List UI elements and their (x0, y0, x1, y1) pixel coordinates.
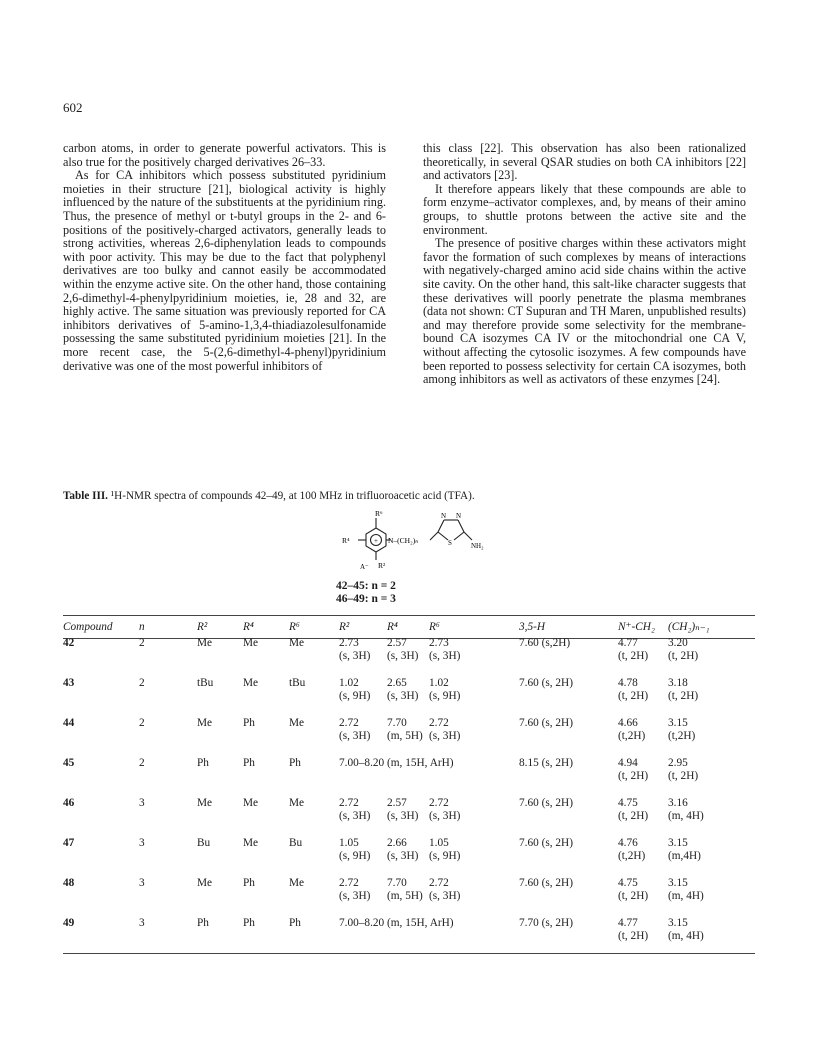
table-cell: Bu (289, 837, 303, 849)
nmr-value: 2.57 (s, 3H) (387, 797, 419, 822)
table-cell: 3 (139, 917, 145, 929)
table-cell: Me (197, 637, 213, 649)
table-cell: 47 (63, 837, 75, 849)
nmr-chain-cell (618, 677, 755, 717)
column-header: Compound (63, 620, 113, 633)
nmr-value: 3.15 (m,4H) (668, 837, 701, 862)
table-cell: 7.60 (s, 2H) (519, 677, 573, 689)
plus-sign: + (374, 537, 378, 545)
nmr-table (63, 617, 755, 957)
table-cell: 45 (63, 757, 75, 769)
table-cell: Ph (289, 757, 301, 769)
table-cell: 43 (63, 677, 75, 689)
column-header: R⁶ (429, 620, 440, 633)
table-cell: Me (197, 797, 213, 809)
column-header: R⁶ (289, 620, 300, 633)
nmr-chain-cell (618, 797, 755, 837)
table-cell: Me (289, 797, 305, 809)
table-cell: 44 (63, 717, 75, 729)
column-header: R⁴ (387, 620, 398, 633)
column-header: (CH₂)ₙ₋₁ (668, 621, 710, 633)
nmr-value: 4.78 (t, 2H) (618, 677, 649, 702)
table-cell: Ph (243, 757, 255, 769)
nmr-substituent-cell (339, 717, 519, 757)
table-cell: 3 (139, 877, 145, 889)
column-header: R² (339, 620, 350, 633)
table-row (63, 717, 755, 757)
nmr-value: 2.72 (s, 3H) (429, 877, 461, 902)
nmr-value: 2.65 (s, 3H) (387, 677, 419, 702)
table-top-rule (63, 615, 755, 616)
table-cell: Me (243, 637, 259, 649)
nmr-chain-cell (618, 757, 755, 797)
series-line: 46–49: n = 3 (336, 592, 396, 605)
table-cell: 7.60 (s, 2H) (519, 797, 573, 809)
nmr-value: 2.72 (s, 3H) (429, 797, 461, 822)
nmr-value: 2.72 (s, 3H) (339, 797, 371, 822)
nmr-value: 2.72 (s, 3H) (339, 717, 371, 742)
n-atom: N (441, 512, 447, 520)
table-cell: 7.60 (s, 2H) (519, 837, 573, 849)
paragraph: carbon atoms, in order to generate powerful activators. This is also true for the positively charged derivatives 26–33. (63, 141, 386, 169)
table-cell: 48 (63, 877, 75, 889)
r2-label: R² (378, 561, 386, 570)
chemical-structure-diagram (330, 506, 490, 576)
table-cell: 49 (63, 917, 75, 929)
anion-label: A⁻ (360, 563, 369, 571)
chain-label: N–(CH₂)ₙ (388, 536, 419, 545)
nmr-value: 4.77 (t, 2H) (618, 917, 649, 942)
table-caption-text: ¹H-NMR spectra of compounds 42–49, at 100 MHz in trifluoroacetic acid (TFA). (110, 490, 475, 502)
paragraph: The presence of positive charges within these activators might favor the formation of such complexes by means of interactions with negatively-charged amino acid side chains within the active site cavity. On the other hand, this salt-like character suggests that these derivatives will poorly penetrate the plasma membranes (data not shown: CT Supuran and TH Maren, unpublished results) and may therefore provide some selectivity for the membrane-bound CA isozymes CA IV or the mitochondrial one CA V, without affecting the cytosolic isozymes. A few compounds have been reported to possess selectivity for certain CA isozymes, both among inhibitors as well as activators of these enzymes [24]. (423, 236, 746, 387)
table-row (63, 637, 755, 677)
table-cell: 7.60 (s,2H) (519, 637, 571, 649)
r4-label: R⁴ (342, 536, 350, 545)
column-header: R² (197, 620, 208, 633)
table-caption-label: Table III. (63, 490, 108, 502)
table-cell: Ph (243, 917, 255, 929)
nmr-value: 7.70 (m, 5H) (387, 717, 423, 742)
series-line: 42–45: n = 2 (336, 580, 396, 592)
nmr-chain-cell (618, 637, 755, 677)
paragraph: It therefore appears likely that these compounds are able to form enzyme–activator complexes, and, by means of their amino groups, to shuttle protons between the active site and the environment. (423, 181, 746, 237)
table-row (63, 677, 755, 717)
table-bottom-rule (63, 953, 755, 954)
nmr-value: 3.15 (t,2H) (668, 717, 696, 742)
table-header-row (63, 617, 755, 637)
nmr-value: 1.05 (s, 9H) (339, 837, 371, 862)
nmr-value: 3.16 (m, 4H) (668, 797, 704, 822)
nmr-value: 2.57 (s, 3H) (387, 637, 419, 662)
series-definitions (336, 580, 396, 605)
column-header: 3,5-H (519, 620, 546, 633)
column-header: N⁺-CH₂ (618, 621, 655, 633)
table-cell: Ph (243, 877, 255, 889)
nmr-value: 1.02 (s, 9H) (339, 677, 371, 702)
nh2-label: NH₂ (471, 542, 484, 550)
nmr-value: 2.95 (t, 2H) (668, 757, 699, 782)
table-cell: Me (243, 837, 259, 849)
table-row (63, 757, 755, 797)
nmr-value: 2.66 (s, 3H) (387, 837, 419, 862)
table-cell: 42 (63, 637, 75, 649)
nmr-value: 4.94 (t, 2H) (618, 757, 649, 782)
table-cell: 46 (63, 797, 75, 809)
table-cell: tBu (289, 677, 306, 689)
nmr-chain-cell (618, 717, 755, 757)
column-header-group (618, 617, 755, 637)
column-header: n (139, 620, 145, 633)
table-row (63, 797, 755, 837)
table-cell: 2 (139, 717, 145, 729)
nmr-value: 3.20 (t, 2H) (668, 637, 699, 662)
table-row (63, 837, 755, 877)
table-cell: Me (289, 637, 305, 649)
n-atom: N (456, 512, 462, 520)
nmr-value: 1.05 (s, 9H) (429, 837, 461, 862)
table-cell: 8.15 (s, 2H) (519, 757, 573, 769)
nmr-chain-cell (618, 837, 755, 877)
table-cell: Me (197, 877, 213, 889)
left-text-column (63, 142, 386, 373)
table-caption (63, 490, 475, 502)
nmr-substituent-cell: 7.00–8.20 (m, 15H, ArH) (339, 917, 454, 929)
nmr-substituent-cell (339, 877, 519, 917)
nmr-value: 7.70 (m, 5H) (387, 877, 423, 902)
table-cell: 3 (139, 797, 145, 809)
nmr-substituent-cell (339, 637, 519, 677)
nmr-value: 2.72 (s, 3H) (429, 717, 461, 742)
column-header: R⁴ (243, 620, 254, 633)
table-cell: Me (197, 717, 213, 729)
table-cell: 7.60 (s, 2H) (519, 717, 573, 729)
nmr-value: 3.15 (m, 4H) (668, 877, 704, 902)
nmr-value: 4.66 (t,2H) (618, 717, 646, 742)
column-header-group (339, 617, 519, 637)
table-cell: 2 (139, 637, 145, 649)
nmr-substituent-cell (339, 837, 519, 877)
nmr-value: 4.76 (t,2H) (618, 837, 646, 862)
table-cell: 3 (139, 837, 145, 849)
nmr-chain-cell (618, 877, 755, 917)
table-cell: 7.70 (s, 2H) (519, 917, 573, 929)
table-cell: Ph (289, 917, 301, 929)
r6-label: R⁶ (375, 509, 383, 518)
right-text-column (423, 142, 746, 387)
table-cell: Me (243, 677, 259, 689)
table-cell: Me (243, 797, 259, 809)
table-cell: 2 (139, 757, 145, 769)
s-atom: S (448, 539, 452, 547)
table-cell: tBu (197, 677, 214, 689)
table-cell: 7.60 (s, 2H) (519, 877, 573, 889)
nmr-value: 4.77 (t, 2H) (618, 637, 649, 662)
nmr-value: 3.15 (m, 4H) (668, 917, 704, 942)
nmr-chain-cell (618, 917, 755, 957)
table-cell: Ph (243, 717, 255, 729)
table-cell: Ph (197, 757, 209, 769)
table-row (63, 877, 755, 917)
nmr-value: 3.18 (t, 2H) (668, 677, 699, 702)
nmr-value: 2.73 (s, 3H) (429, 637, 461, 662)
nmr-value: 2.72 (s, 3H) (339, 877, 371, 902)
nmr-value: 2.73 (s, 3H) (339, 637, 371, 662)
table-cell: Bu (197, 837, 211, 849)
table-cell: Me (289, 717, 305, 729)
paragraph: this class [22]. This observation has also been rationalized theoretically, in several QSAR studies on both CA inhibitors [22] and activators [23]. (423, 141, 746, 183)
nmr-value: 4.75 (t, 2H) (618, 797, 649, 822)
nmr-substituent-cell (339, 797, 519, 837)
table-cell: Ph (197, 917, 209, 929)
paragraph: As for CA inhibitors which possess substituted pyridinium moieties in their structure [21], biological activity is highly influenced by the nature of the substituents at the pyridinium ring. Thus, the presence of methyl or t-butyl groups in the 2- and 6-positions of the positively-charged activators, generally leads to strong activities, whereas 2,6-diphenylation leads to compounds with poor activity. This may be due to the fact that polyphenyl derivatives are too bulky and cannot easily be accommodated within the enzyme active site. On the other hand, those containing 2,6-dimethyl-4-phenylpyridinium moieties, ie, 28 and 32, are highly active. The same situation was previously reported for CA inhibitors derivatives of 5-amino-1,3,4-thiadiazolesulfonamide possessing the same substituted pyridinium moieties [21]. In the more recent case, the 5-(2,6-dimethyl-4-phenyl)pyridinium derivative was one of the most powerful inhibitors of (63, 168, 386, 373)
nmr-substituent-cell: 7.00–8.20 (m, 15H, ArH) (339, 757, 454, 769)
table-cell: Me (289, 877, 305, 889)
table-cell: 2 (139, 677, 145, 689)
table-row (63, 917, 755, 957)
page-number: 602 (63, 100, 83, 115)
nmr-substituent-cell (339, 677, 519, 717)
nmr-value: 1.02 (s, 9H) (429, 677, 461, 702)
nmr-value: 4.75 (t, 2H) (618, 877, 649, 902)
